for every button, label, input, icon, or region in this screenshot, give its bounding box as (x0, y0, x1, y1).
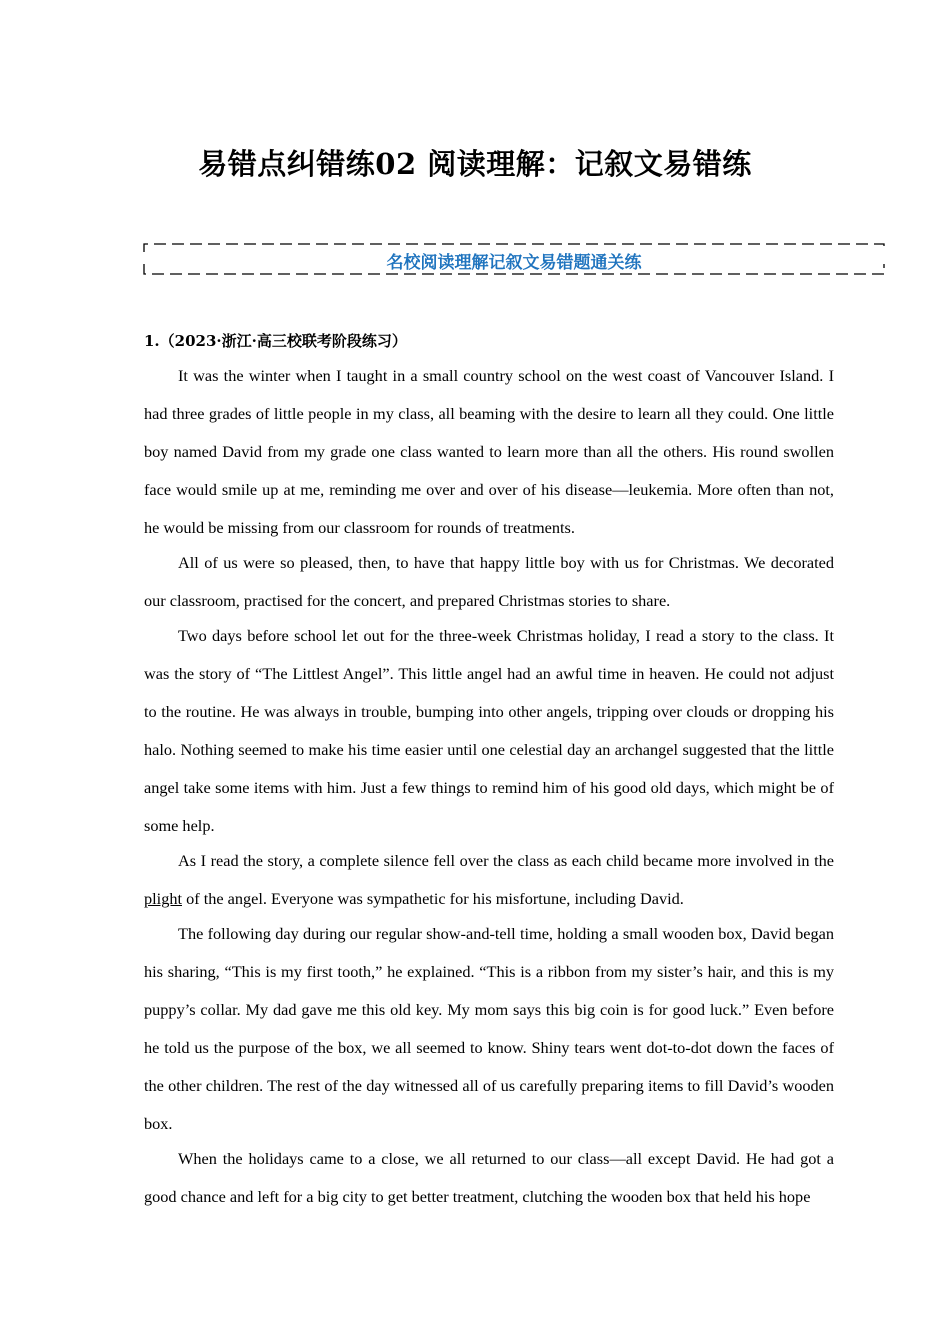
passage (144, 357, 834, 1213)
question-header (144, 330, 407, 351)
section-banner (143, 243, 885, 275)
paragraph-text: of the angel. Everyone was sympathetic for his misfortune, including David. (182, 889, 684, 908)
paragraph: All of us were so pleased, then, to have that happy little boy with us for Christmas. We decorated our classroom, practised for the concert, and prepared Christmas stories to share. (144, 553, 834, 610)
paragraph-text: As I read the story, a complete silence fell over the class as each child became more involved in the (178, 851, 834, 870)
question-source: （2023·浙江·高三校联考阶段练习） (159, 332, 407, 350)
paragraph: It was the winter when I taught in a small country school on the west coast of Vancouver Island. I had three grades of little people in my class, all beaming with the desire to learn all they could. One little boy named David from my grade one class wanted to learn more than all the others. His round swollen face would smile up at me, reminding me over and over of his disease—leukemia. More often than not, he would be missing from our classroom for rounds of treatments. (144, 366, 834, 537)
paragraph (144, 842, 834, 918)
underlined-word: plight (144, 889, 182, 908)
paragraph: When the holidays came to a close, we all returned to our class—all except David. He had got a good chance and left for a big city to get better treatment, clutching the wooden box that held his hope (144, 1149, 834, 1206)
question-number: 1. (144, 332, 160, 350)
page-title: 易错点纠错练02 阅读理解：记叙文易错练 (198, 147, 752, 181)
banner-title: 名校阅读理解记叙文易错题通关练 (386, 253, 642, 273)
paragraph: The following day during our regular show-and-tell time, holding a small wooden box, David began his sharing, “This is my first tooth,” he explained. “This is a ribbon from my sister’s hair, and this is my puppy’s collar. My dad gave me this old key. My mom says this big coin is for good luck.” Even before he told us the purpose of the box, we all seemed to know. Shiny tears went dot-to-dot down the faces of the other children. The rest of the day witnessed all of us carefully preparing items to fill David’s wooden box. (144, 924, 834, 1133)
paragraph: Two days before school let out for the three-week Christmas holiday, I read a story to the class. It was the story of “The Littlest Angel”. This little angel had an awful time in heaven. He could not adjust to the routine. He was always in trouble, bumping into other angels, tripping over clouds or dropping his halo. Nothing seemed to make his time easier until one celestial day an archangel suggested that the little angel take some items with him. Just a few things to remind him of his good old days, which might be of some help. (144, 626, 834, 835)
